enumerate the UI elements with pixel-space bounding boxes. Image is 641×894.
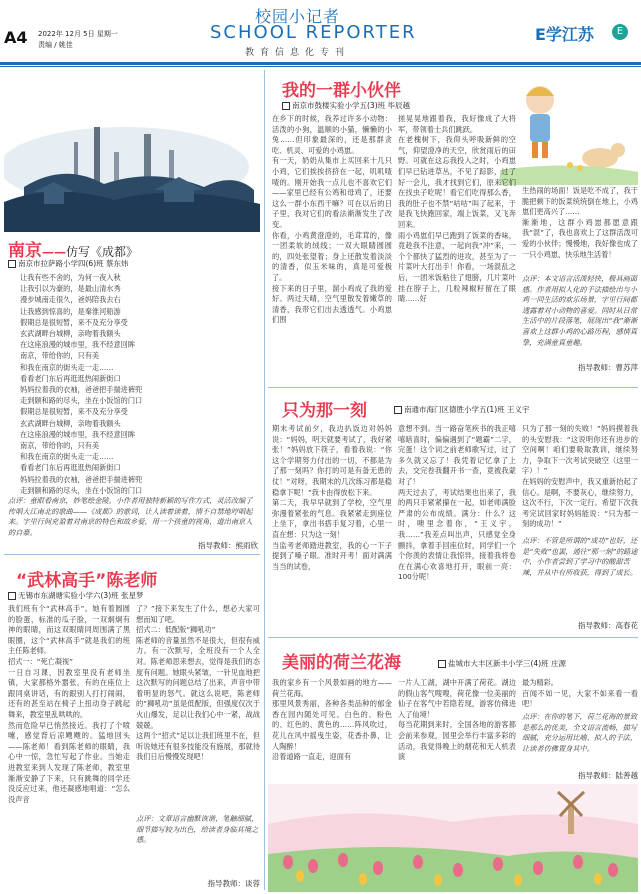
poem-line: 妈妈拉着我的衣袖，爸爸把手揣进裤兜 bbox=[20, 385, 143, 395]
yike-byline: 南通市海门区德胜小学五(1)班 王义宇 bbox=[394, 404, 530, 415]
section-divider-left bbox=[4, 554, 260, 555]
hehua-text-col3: 最为精彩。 百闻不如一见，大家不如来看一看吧！ bbox=[522, 678, 638, 709]
masthead-chinese: 校园小记者 bbox=[255, 7, 341, 26]
wulin-byline: 无锡市东湖塘实验小学六(3)班 张星梦 bbox=[8, 590, 144, 601]
section-divider-right-1 bbox=[268, 387, 638, 388]
header-rule bbox=[0, 62, 641, 65]
masthead-english: SCHOOL REPORTER bbox=[210, 22, 417, 43]
yike-comment: 点评：不管是所谓的“成功”也好，还是“失败”也罢，通往“那一刻”的路途中，小作者尝到了学习中的酸甜苦辣，并从中有所收获，得到了成长。 bbox=[522, 536, 638, 577]
wulin-comment: 点评：文章语言幽默诙谐，笔触细腻，细节描写较为出色，给读者身临其境之感。 bbox=[136, 814, 259, 845]
header-rule-thin bbox=[0, 66, 641, 67]
huoban-comment: 点评：本文语言活泼轻快，极具画面感。作者用拟人化的手法描绘出与小鸡一同生活的欢乐场景，字里行间都透露着对小动物的喜爱。同时从日常生活中的片段落笔，展现出“我”渐渐喜欢上这群小鸡的心路历程，感情真挚，充满童真童趣。 bbox=[522, 274, 638, 347]
poem-line: 南京，带给你的，只有美 bbox=[20, 441, 100, 451]
huoban-teacher: 指导教师：曹苏萍 bbox=[578, 363, 638, 372]
hehua-text-col2: 一片人工湖，湖中开满了荷花。湖边的假山客气嗖嗖，荷花像一位美丽的仙子在客气中若隐若现，游客仿佛进入了仙境！ 每当花期到来时，全国各地的游客都会前来参观，园里会举行丰富多彩的活动，我觉得晚上的烟花和无人机表演 bbox=[398, 678, 516, 762]
section-divider-right-2 bbox=[268, 637, 638, 638]
poem-line: 和我在南京的街头走一走…… bbox=[20, 362, 114, 372]
poem-line: 走到颐和路的尽头，坐在小饭馆的门口 bbox=[20, 485, 143, 495]
nanjing-byline: 南京市拉萨路小学四(6)班 蔡东炜 bbox=[8, 258, 129, 269]
poem-line: 在这座浪漫的城市里，我不经意回眸 bbox=[20, 340, 136, 350]
poem-line: 让我引以为豪的，是最山清水秀 bbox=[20, 284, 121, 294]
logo-badge-icon: E bbox=[612, 24, 628, 40]
wulin-title: “武林高手”陈老师 bbox=[16, 571, 158, 591]
tulip-field-illustration bbox=[268, 784, 638, 892]
wulin-teacher: 指导教师：谈蓉 bbox=[207, 879, 260, 888]
hehua-text-col1: 我的家乡有一个风景如画的地方——荷兰花海。 那里风景秀丽，各种各类品种的郁金香在园内随处可见。白色的、粉色的、红色的、黄色的……阵风吹过，花儿在风中摇曳生姿，花香扑鼻，让人陶醉！ 沿着道路一直走，迎面有 bbox=[272, 678, 392, 762]
nanjing-cityscape-illustration bbox=[4, 72, 260, 232]
huoban-text-col3: 生热闹的场面！饭是吃不成了，我干脆把剩下的饭菜统统倒在地上，小鸡崽们更高兴了…… 渐渐地，这群小鸡崽都愿意跟我“混”了，我也喜欢上了这群活泼可爱的小伙伴；慢慢地，我好像也成了一只小鸡崽，快乐地生活着！ bbox=[522, 186, 638, 259]
poem-line: 妈妈拉着我的衣袖，爸爸把手揣进裤兜 bbox=[20, 474, 143, 484]
poem-line: 看看老门东后再逛逛热闹新街口 bbox=[20, 463, 121, 473]
poem-line: 玄武湖畔台城柳，亲吻着我额头 bbox=[20, 329, 121, 339]
poem-line: 玄武湖畔台城柳，亲吻着我额头 bbox=[20, 418, 121, 428]
issue-date: 2022年 12月 5日 星期一 bbox=[38, 30, 118, 38]
editor-credit: 责编 / 姚佳 bbox=[38, 41, 73, 49]
hehua-title: 美丽的荷兰花海 bbox=[282, 653, 401, 673]
child-with-pets-illustration bbox=[500, 70, 638, 185]
exue-jiangsu-logo: E学江苏 bbox=[535, 25, 594, 44]
yike-text-col1: 期末考试前夕，我边扒饭边对妈妈说：“妈妈，明天就要考试了，我好紧张！”妈妈放下筷子，看着我说：“你这个学期努力付出的一切，不都是为了那一刻吗？你打的可是有备无患的仗！”对呀，我期末的几次练习都是稳稳拿下呢！”我卡由得放松下来。 第二天，我早早就到了学校，空气里弥漫着紧张的气息。我紧紧走到座位上坐下，拿出书搭手复习着，心里一直在想：只为这一刻！ 当监考老师踏进教室，我的心一下子提到了嗓子眼。准时开考！面对满满当当的试卷， bbox=[272, 424, 392, 571]
nanjing-poem bbox=[20, 272, 258, 496]
poem-line: 让我感到惊喜的，是秦淮河船游 bbox=[20, 306, 121, 316]
poem-line: 走到颐和路的尽头，坐在小饭馆的门口 bbox=[20, 396, 143, 406]
yike-text-col3: 只为了那一刻的失败！”妈妈摸着我的头安慰我：“这说明你还有进步的空间啊！咱们要吸取教训，继续努力，争取下一次考试突破空（这里一字）！” 在妈妈的安慰声中，我又重新抬起了信心。是啊，不要灰心，继续努力，这次不行，下次一定行。希望下次我考完试回家时妈妈能说：“只为那一刻的成功！” bbox=[522, 424, 638, 529]
huoban-text-col2: 搓晃晃地跟着我，我好像成了大将军，带领着士兵们跳跃。 在老槐树下，我仰头呼吸新鲜的空气，仰望澄净的天空，欣赏雨后的田野。可就在这忘我投入之时，小鸡崽们早已钻进草丛，不见了踪影，过了好一会儿，我才找到它们，原来它们在找虫子吃呢！看它们吃得那么香，我的肚子也不禁“咕咕”叫了起来，于是我飞快跑回家，端上饭菜，又飞奔回来。 雨小鸡崽们早已跑到了饭菜的香味，竟趁我不注意，一起向我“冲”来，一个个都快了猛烈的进攻，甚至为了一片菜叶大打出手！你看，一场混乱之后，一团米饭粘住了翅膀，几片菜叶挂在脖子上，几粒辣椒籽留在了眼睛……好 bbox=[398, 114, 516, 304]
masthead-subtitle: 教育信息化专刊 bbox=[245, 48, 351, 58]
nanjing-title: 南京——仿写《成都》 bbox=[8, 241, 139, 261]
hehua-teacher: 指导教师：陆善越 bbox=[578, 771, 638, 780]
page-number: A4 bbox=[4, 28, 28, 47]
yike-title: 只为那一刻 bbox=[282, 401, 367, 421]
huoban-text-col1: 在乡下的时候，我养过许多小动物：活泼的小狗，温顺的小猫，懒懒的小兔……但印象最深的，还是那群贪吃、机灵、可爱的小鸡崽。 有一天，奶奶从集市上买回来十几只小鸡，它们挨挨挤挤在一起，叽叽喳喳的。刚开始我一点儿也不喜欢它们——家里已经有公鸡和母鸡了，还要这么一群小东西干嘛？可在以后的日子里，我对它们的看法渐渐发生了改变。 你看，小鸡黄澄澄的，毛茸茸的，像一团柔软的绒线；一双大眼睛圆圆的，四处张望着；身上还散发着淡淡的清香，似玉米味的，真是可爱极了。 接下来的日子里，溜小鸡成了我的爱好。两过天晴，空气里散发着嫩草的清香，我带它们出去透透气。小鸡崽们围 bbox=[272, 114, 392, 325]
nanjing-teacher: 指导教师：熊雨欣 bbox=[198, 541, 258, 550]
wulin-text-col1: 我们班有个“武林高手”。她有着圆圆的脸蛋，标准的瓜子脸，一双炯炯有神的眼睛，而这双眼睛同周围满了黑眼圈，这个“武林高手”就是我们的班主任陈老师。 招式一：“死亡凝视” 一日自习课，因教室里没有老师坐镇，大家都格外嚣张，有的在座位上跟同桌讲话，有的跟别人打打闹闹，还有的甚至站在椅子上扭动身子跳起舞来，教室里乱哄哄的。 然而危险早已悄然接近。我打了个喷嚏，感觉背后凉飕飕的。猛地回头——陈老师！看到陈老师的眼睛，我心中一惊，急忙写起了作业。当她走进教室来到人发现了陈老师，教室里渐渐安静了下来，只有跳舞的同学还没反应过来，他还凝感地唱道：“怎么没声音 bbox=[8, 604, 130, 804]
yike-text-col2: 意想不到。当一路奋笔疾书的我正嘻嘻暗喜时，偏偏遇到了“题霸”二字，完蛋！这个词之前老师歌写过，过了多久就又忘了！我凭着记忆拿了上去，交完卷我翻开书一查，竟被我蒙对了！ 两天过去了，考试结果也出来了，我的两只手紧紧攥在一起，如老师满脸严肃的公布成绩。满分：什么？这时，噢里念着你，“王义宇，我……”我差点叫出声，只感觉全身颤抖，拿着手回座位时，同学们一个个你羡的表情让我惊异，接着我将卷在在满心欢喜地打开，眼前一亮：100分呢！ bbox=[398, 424, 516, 582]
poem-line: 和我在南京的街头走一走…… bbox=[20, 452, 114, 462]
yike-teacher: 指导教师：高春花 bbox=[578, 621, 638, 630]
huoban-title: 我的一群小伙伴 bbox=[282, 81, 401, 101]
poem-line: 假期总是很短暂，来不及充分享受 bbox=[20, 407, 128, 417]
hehua-comment: 点评：在你的笔下，荷兰花海的景致是那么的优美，全文语言流畅，描写细腻，充分运用比喻、拟人的手法，让读者仿佛置身其中。 bbox=[522, 712, 638, 753]
poem-line: 假期总是很短暂，来不及充分享受 bbox=[20, 317, 128, 327]
huoban-byline: 南京市鼓楼实验小学五(3)班 毕辰越 bbox=[282, 100, 410, 111]
hehua-byline: 盐城市大丰区新丰小学三(4)班 庄源 bbox=[438, 658, 566, 669]
wulin-text-col2: 了？”接下来发生了什么，想必大家可想而知了吧。 招式二：低配版“狮吼功” 陈老师的音量虽然不是很大，但很有威力。有一次默写，全班没有一个人全对。陈老师思来想去，觉得是我们的态度有问题。她眼头紧皱，一针见血地把这次默写的问题总结了出来，声音中带着明显的怒气。就这么说吧，陈老师的“狮吼功”虽是低配版，但强度仅次于火山爆发，足以让我们心中一紧，战战兢兢。 这两个“招式”足以让我们班里不在，但听说她还有很多技能没有施展，那就待我们日后慢慢发现吧！ bbox=[136, 604, 260, 762]
column-divider-left bbox=[264, 70, 265, 890]
poem-line: 南京，带给你的，只有美 bbox=[20, 351, 100, 361]
poem-line: 在这座浪漫的城市里，我不经意回眸 bbox=[20, 429, 136, 439]
poem-line: 漫步城南走很久，爸妈陪我去右 bbox=[20, 295, 121, 305]
poem-line: 看看老门东后再逛逛热闹新街口 bbox=[20, 373, 121, 383]
nanjing-comment: 点评：童眼看南京，妙笔绘金陵。小作者用独特新颖的写作方式，灵活改编了传唱大江南北的歌曲——《成都》的歌词，让人读着读着，情不自禁地哼唱起来。字里行间充盈着对南京的特色和故乡爱，用一个孩童的视角，道出南京人的自豪。 bbox=[8, 496, 253, 537]
poem-line: 让我有些不舍的，为何一夜入秋 bbox=[20, 273, 121, 282]
